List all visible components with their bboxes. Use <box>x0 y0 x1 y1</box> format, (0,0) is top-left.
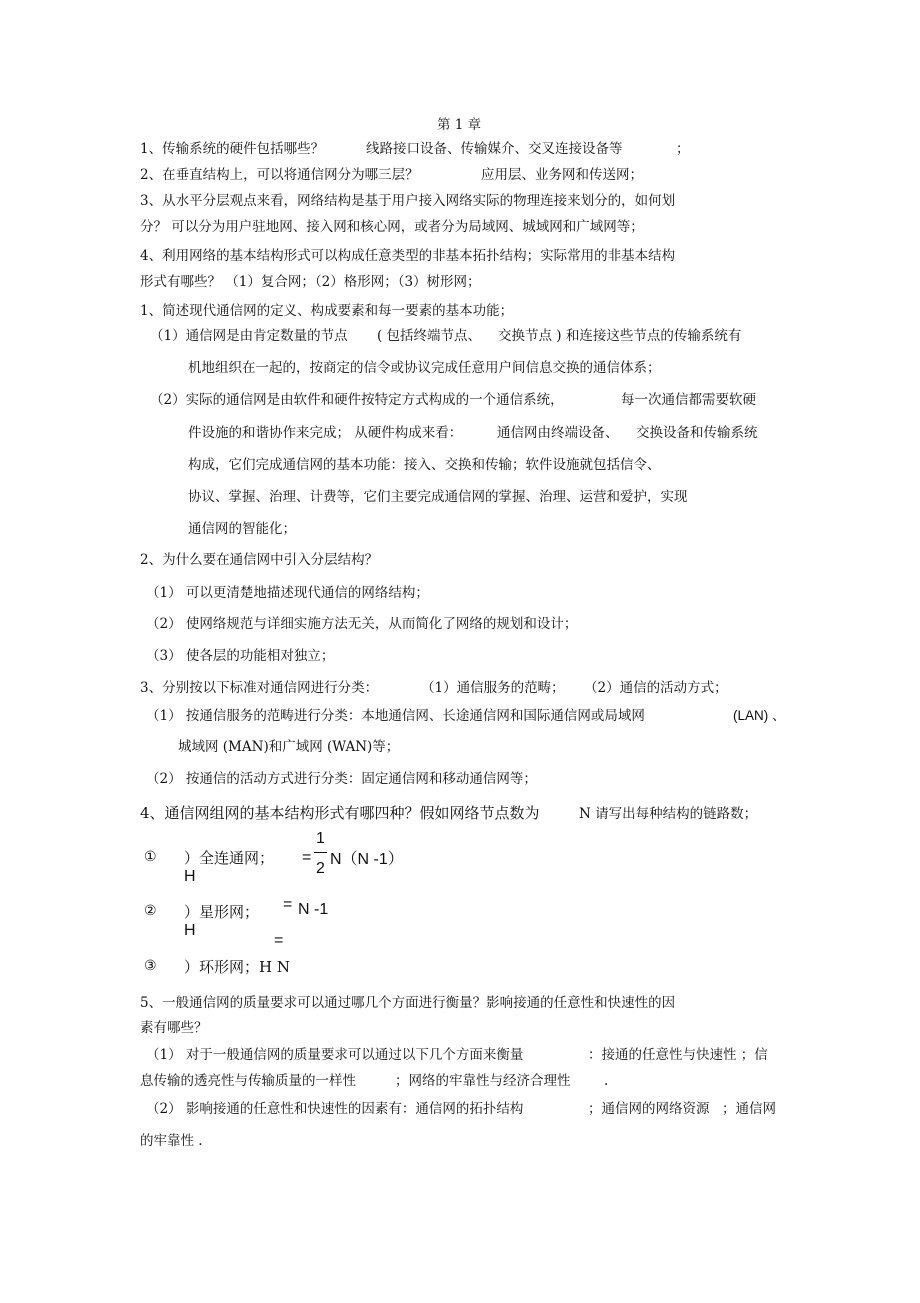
s5-a2c: ；通信网 <box>722 1101 776 1117</box>
marker-2-icon: ② <box>144 903 157 919</box>
s3-criterion-1: （1）通信服务的范畴； <box>421 680 565 696</box>
s5-a2d: 的牢靠性 . <box>140 1133 203 1149</box>
f2-label: ）星形网； <box>184 903 260 921</box>
f3-eq: = <box>274 932 284 949</box>
s1-p2e: 交换设备和传输系统 <box>636 425 758 441</box>
s5-line1: 5、一般通信网的质量要求可以通过哪几个方面进行衡量？影响接通的任意性和快速性的因 <box>140 995 676 1011</box>
s5-a1d: ；网络的牢靠性与经济合理性 <box>395 1073 571 1089</box>
q1-question: 1、传输系统的硬件包括哪些？ <box>140 141 325 157</box>
s3-criterion-2: （2）通信的活动方式； <box>584 680 728 696</box>
q3-line1: 3、从水平分层观点来看，网络结构是基于用户接入网络实际的物理连接来划分的，如何划 <box>140 193 676 209</box>
f1-denominator: 2 <box>316 860 325 877</box>
s5-a1b: ：接通的任意性与快速性 ；信 <box>588 1047 768 1063</box>
s5-a1a: （1） 对于一般通信网的质量要求可以通过以下几个方面来衡量 <box>146 1047 524 1063</box>
s2-item-1: （1） 可以更清楚地描述现代通信的网络结构； <box>146 585 429 601</box>
s1-p2b: 每一次通信都需要软硬 <box>621 392 756 408</box>
s1-p1d: 机地组织在一起的，按商定的信令或协议完成任意用户间信息交换的通信体系； <box>188 360 661 376</box>
f1-fraction-bar <box>314 852 327 853</box>
s1-p1b: ( 包括终端节点、 <box>377 328 482 344</box>
s5-a1e: . <box>604 1073 609 1089</box>
s5-a2b: ；通信网的网络资源 <box>588 1101 710 1117</box>
s1-p2g: 协议、掌握、治理、计费等，它们主要完成通信网的掌握、治理、运营和爱护，实现 <box>188 489 688 505</box>
f1-label: ）全连通网； <box>184 849 275 867</box>
f1-numerator: 1 <box>316 830 325 847</box>
s5-a1c: 息传输的透亮性与传输质量的一样性 <box>140 1073 356 1089</box>
f1-h: H <box>184 868 196 885</box>
s1-p1c: 交换节点 ) 和连接这些节点的传输系统有 <box>498 328 742 344</box>
f2-eq: = <box>283 896 293 913</box>
f3-label: ）环形网；H N <box>184 958 290 976</box>
s4-title-b: N 请写出每种结构的链路数； <box>579 806 758 822</box>
s5-a2a: （2） 影响接通的任意性和快速性的因素有：通信网的拓扑结构 <box>146 1101 524 1117</box>
q1-answer: 线路接口设备、传输媒介、交叉连接设备等 <box>366 141 623 157</box>
f2-expression: N -1 <box>298 901 329 918</box>
s1-p2c: 件设施的和谐协作来完成； 从硬件构成来看： <box>188 425 463 441</box>
q2-question: 2、在垂直结构上，可以将通信网分为哪三层？ <box>140 167 419 183</box>
q3-line2: 分？ 可以分为用户驻地网、接入网和核心网，或者分为局域网、城域网和广域网等； <box>140 219 644 235</box>
f2-h: H <box>184 922 196 939</box>
s4-title-a: 4、通信网组网的基本结构形式有哪四种？假如网络节点数为 <box>140 804 540 822</box>
s2-title: 2、为什么要在通信网中引入分层结构？ <box>140 552 379 568</box>
marker-3-icon: ③ <box>144 958 157 974</box>
s1-p1a: （1）通信网是由肯定数量的节点 <box>150 328 348 344</box>
q1-tail: ； <box>676 141 690 157</box>
s1-p2f: 构成，它们完成通信网的基本功能：接入、交换和传输；软件设施就包括信令、 <box>188 457 661 473</box>
s3-item-2: （2） 按通信的活动方式进行分类：固定通信网和移动通信网等； <box>146 771 537 787</box>
chapter-title: 第 1 章 <box>437 117 482 133</box>
s2-item-2: （2） 使网络规范与详细实施方法无关，从而简化了网络的规划和设计； <box>146 616 578 632</box>
s5-line2: 素有哪些？ <box>140 1020 208 1036</box>
s3-title: 3、分别按以下标准对通信网进行分类： <box>140 680 379 696</box>
s3-item-1b: (LAN) 、 <box>733 708 786 723</box>
s2-item-3: （3） 使各层的功能相对独立； <box>146 648 335 664</box>
q4-line2: 形式有哪些？ （1）复合网；（2）格形网；（3）树形网； <box>140 274 481 290</box>
f1-eq: = <box>302 849 312 866</box>
s1-p2d: 通信网由终端设备、 <box>497 425 619 441</box>
s1-title: 1、简述现代通信网的定义、构成要素和每一要素的基本功能； <box>140 303 514 319</box>
q2-answer: 应用层、业务网和传送网； <box>481 167 643 183</box>
q4-line1: 4、利用网络的基本结构形式可以构成任意类型的非基本拓扑结构；实际常用的非基本结构 <box>140 248 676 264</box>
marker-1-icon: ① <box>144 849 157 865</box>
s1-p2a: （2）实际的通信网是由软件和硬件按特定方式构成的一个通信系统， <box>150 392 564 408</box>
f1-expression: N（N -1） <box>330 851 404 868</box>
s3-item-1a: （1） 按通信服务的范畴进行分类：本地通信网、长途通信网和国际通信网或局域网 <box>146 708 645 724</box>
s1-p2h: 通信网的智能化； <box>188 521 296 537</box>
s3-item-1c: 城域网 (MAN)和广域网 (WAN)等； <box>178 739 400 755</box>
